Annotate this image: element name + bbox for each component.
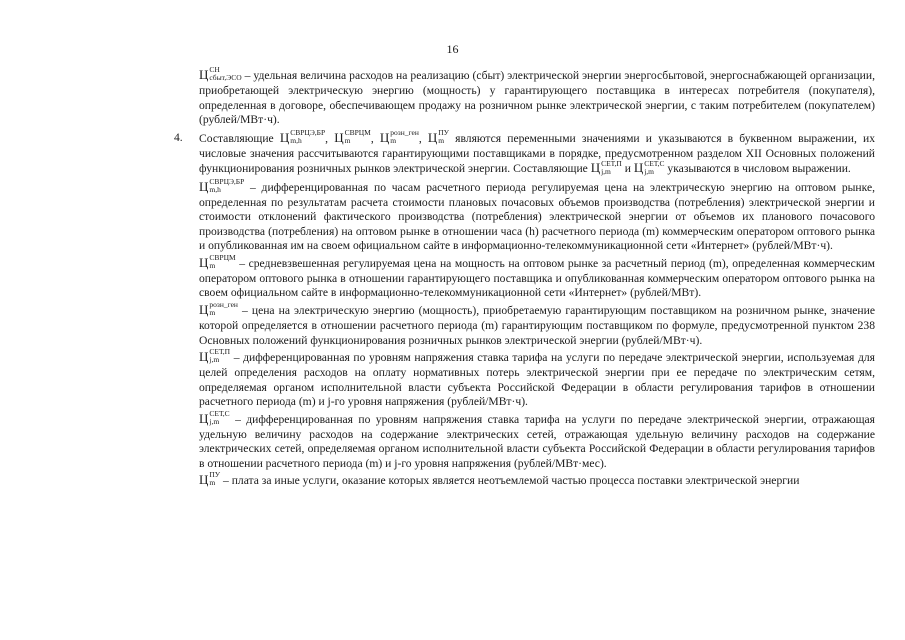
document-body (174, 65, 876, 491)
subscript: m (209, 308, 216, 318)
subscript: j,m (209, 355, 220, 365)
superscript: розн_ген (390, 127, 419, 137)
subscript: m (209, 260, 216, 270)
superscript: СВРЦМ (344, 127, 371, 137)
definition-rozn-gen (199, 300, 875, 348)
subscript: j,m (601, 166, 611, 176)
superscript: СВРЦЭ,БР (209, 177, 245, 186)
definition-set-p (199, 347, 875, 410)
superscript: ПУ (438, 127, 449, 137)
symbol: Ц (199, 348, 209, 364)
symbol: Ц (199, 67, 209, 82)
symbol: Ц (633, 160, 644, 176)
definition-sbyt-eso (199, 65, 875, 128)
separator: , (325, 131, 335, 145)
symbol: Ц (199, 472, 209, 488)
definition-svrcm (199, 252, 875, 301)
superscript: СН (209, 65, 220, 75)
superscript: СЕТ,П (209, 347, 231, 357)
separator: , (418, 131, 428, 145)
definition-pu (199, 470, 875, 489)
definition-text: – дифференцированная по часам расчетного периода регулируемая цена на электрическую энергию на оптовом рынке, определенная по результатам расчета стоимости плановых почасовых объемов производства (потребления) электрической энергии и стоимости отклонений фактического производства (потребления) электрической энергии от объемов их планового почасового производства (потребления) на оптовом рынке в отношении часа (h) расчетного периода (m) коммерческим оператором оптового рынка и опубликованная им на своем официальном сайте в информационно-телекоммуникационной сети «Интернет» (рублей/МВт·ч). (199, 180, 875, 253)
symbol: Ц (199, 254, 209, 270)
subscript: m (344, 135, 351, 145)
symbol: Ц (590, 160, 601, 176)
superscript: СЕТ,С (209, 408, 230, 418)
definition-text: – удельная величина расходов на реализацию (сбыт) электрической энергии энергосбытовой, энергоснабжающей организации, приобретающей электрическую энергию (мощность) у гарантирующего поставщика в интересах потребителя (покупателя), определенная в договоре, обеспечивающем продажу на розничном рынке электрической энергии, с таким потребителем (покупателем) (рублей/МВт·ч). (199, 69, 875, 127)
page-number: 16 (446, 42, 459, 56)
superscript: СЕТ,П (601, 158, 622, 168)
definition-text: – плата за иные услуги, оказание которых является неотъемлемой частью процесса поставки электрической энергии (220, 474, 800, 488)
symbol: Ц (379, 129, 390, 145)
definition-svrce-br (199, 177, 875, 254)
subscript: j,m (209, 416, 220, 426)
superscript: ПУ (209, 470, 221, 480)
symbol: Ц (279, 129, 290, 145)
superscript: розн_ген (209, 300, 238, 310)
definition-text: – дифференцированная по уровням напряжения ставка тарифа на услуги по передаче электрической энергии, отражающая удельную величину расходов на содержание электрических сетей, отражающая удельную величину расходов на содержание электрических сетей, определяемая органом исполнительной власти субъекта Российской Федерации в области регулирования тарифов в отношении расчетного периода (m) и j-го уровня напряжения (рублей/МВт·мес). (199, 412, 875, 470)
item-text: указываются в числовом выражении. (664, 162, 851, 176)
subscript: j,m (644, 166, 655, 176)
definition-set-s (199, 408, 875, 472)
subscript: m,h (290, 135, 302, 145)
definition-text: – цена на электрическую энергию (мощность), приобретаемую гарантирующим поставщиком на розничном рынке, значение которой определяется в отношении расчетного периода (m) гарантирующим поставщиком по формуле, предусмотренной пунктом 238 Основных положений функционирования розничных рынков электрической энергии (рублей/МВт·ч). (199, 303, 875, 347)
symbol: Ц (334, 129, 344, 145)
subscript: m (209, 478, 216, 488)
superscript: СЕТ,С (644, 158, 665, 168)
symbol: Ц (199, 178, 209, 194)
conjunction: и (621, 162, 634, 176)
separator: , (370, 131, 380, 145)
symbol: Ц (199, 410, 209, 426)
subscript: m,h (209, 185, 221, 194)
subscript: m (438, 135, 445, 145)
item-text: являются переменными значениями и указываются в буквенном выражении, их числовые значения рассчитываются гарантирующими поставщиками в порядке, предусмотренном разделом XII Основных положений функционирования розничных рынков электрической энергии. Составляющие (199, 131, 876, 176)
definition-text: – средневзвешенная регулируемая цена на мощность на оптовом рынке за расчетный период (m), определенная коммерческим оператором оптового рынка в отношении гарантирующего поставщика и опубликованная коммерческим оператором оптового рынка на своем официальном сайте в информационно-телекоммуникационной сети «Интернет» (рублей/МВт). (199, 256, 875, 300)
list-item-4 (174, 127, 876, 178)
superscript: СВРЦМ (209, 252, 236, 262)
definition-text: – дифференцированная по уровням напряжения ставка тарифа на услуги по передаче электрической энергии, используемая для целей определения расходов на оплату нормативных потерь электрической энергии при ее передаче по электрическим сетям, определяемая органом исполнительной власти субъекта Российской Федерации в области регулирования тарифов в отношении расчетного периода (m) и j-го уровня напряжения (рублей/МВт·ч). (199, 350, 875, 409)
symbol: Ц (199, 301, 209, 317)
subscript: сбыт,ЭСО (209, 73, 242, 83)
subscript: m (390, 135, 397, 145)
item-lead: Составляющие (199, 131, 280, 145)
superscript: СВРЦЭ,БР (290, 127, 326, 137)
list-item-number: 4. (174, 130, 183, 144)
symbol: Ц (427, 129, 438, 145)
